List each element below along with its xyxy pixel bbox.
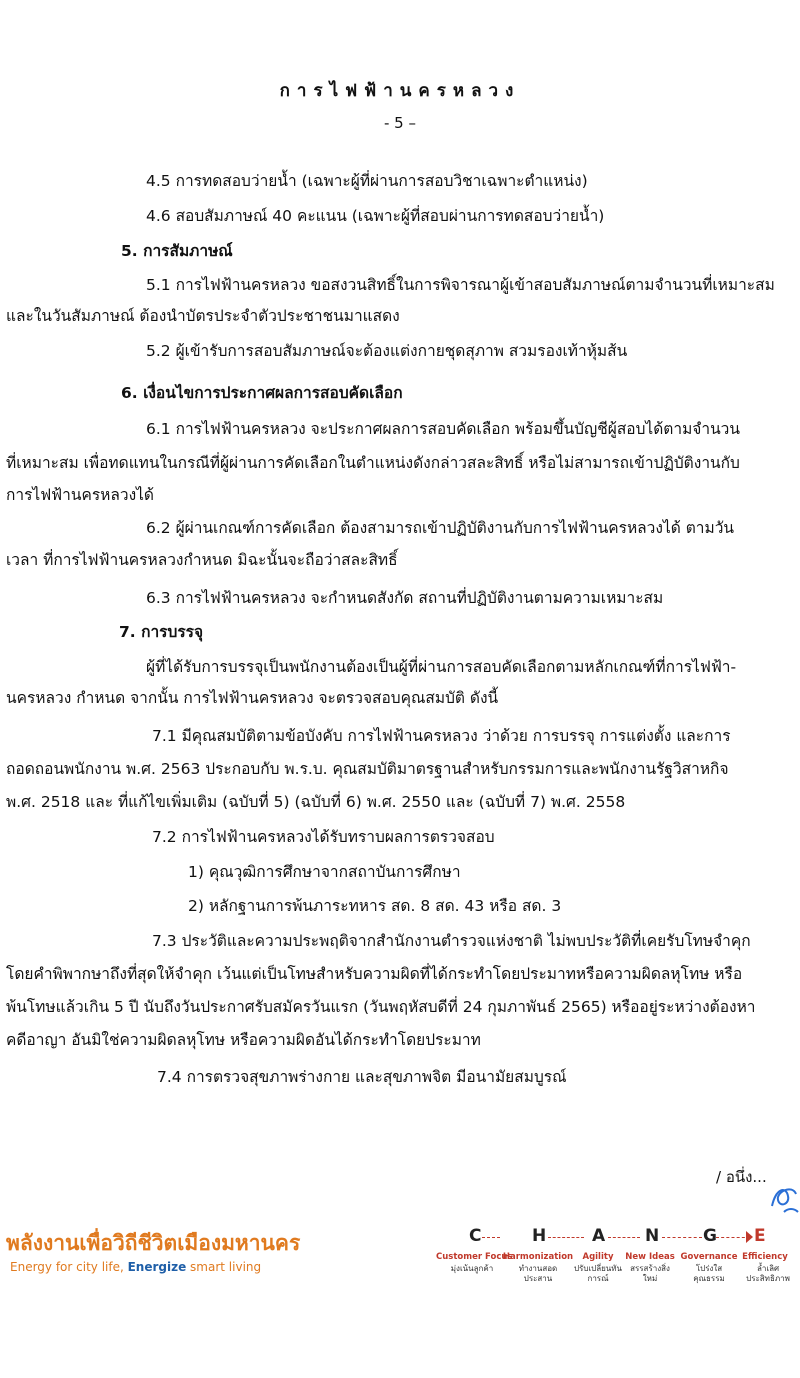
item-6-1-cont-2: การไฟฟ้านครหลวงได้ <box>6 486 154 504</box>
change-connector <box>716 1237 750 1238</box>
change-label-harmonization: Harmonization <box>502 1252 574 1262</box>
item-5-2: 5.2 ผู้เข้ารับการสอบสัมภาษณ์จะต้องแต่งกายชุดสุภาพ สวมรองเท้าหุ้มส้น <box>146 342 628 360</box>
change-letter-h: H <box>532 1226 547 1246</box>
change-label-new-ideas: New Ideas <box>625 1252 675 1262</box>
item-7-2-2: 2) หลักฐานการพ้นภาระทหาร สด. 8 สด. 43 หรือ สด. 3 <box>188 897 562 915</box>
item-5-1-cont: และในวันสัมภาษณ์ ต้องนำบัตรประจำตัวประชาชนมาแสดง <box>6 307 400 325</box>
item-6-1-cont-1: ที่เหมาะสม เพื่อทดแทนในกรณีที่ผู้ผ่านการคัดเลือกในตำแหน่งดังกล่าวสละสิทธิ์ หรือไม่สามารถเข้าปฏิบัติงานกับ <box>6 454 740 472</box>
item-7-1-cont-2: พ.ศ. 2518 และ ที่แก้ไขเพิ่มเติม (ฉบับที่ 5) (ฉบับที่ 6) พ.ศ. 2550 และ (ฉบับที่ 7) พ.ศ. 2558 <box>6 793 626 811</box>
change-thai-new-ideas: สรรสร้างสิ่งใหม่ <box>630 1264 670 1283</box>
change-thai-harmonization: ทำงานสอดประสาน <box>518 1264 558 1283</box>
change-letter-g: G <box>703 1226 717 1246</box>
item-4-6: 4.6 สอบสัมภาษณ์ 40 คะแนน (เฉพาะผู้ที่สอบผ่านการทดสอบว่ายน้ำ) <box>146 207 605 225</box>
change-label-efficiency: Efficiency <box>742 1252 788 1262</box>
item-7-1: 7.1 มีคุณสมบัติตามข้อบังคับ การไฟฟ้านครหลวง ว่าด้วย การบรรจุ การแต่งตั้ง และการ <box>152 727 731 745</box>
item-7-3-cont-1: โดยคำพิพากษาถึงที่สุดให้จำคุก เว้นแต่เป็นโทษสำหรับความผิดที่ได้กระทำโดยประมาทหรือความผิดลหุโทษ หรือ <box>6 965 743 983</box>
item-7-3-cont-2: พ้นโทษแล้วเกิน 5 ปี นับถึงวันประกาศรับสมัครวันแรก (วันพฤหัสบดีที่ 24 กุมภาพันธ์ 2565) หรืออยู่ระหว่างต้องหา <box>6 998 756 1016</box>
change-label-customer-focus: Customer Focus <box>436 1252 513 1262</box>
item-7-3: 7.3 ประวัติและความประพฤติจากสำนักงานตำรวจแห่งชาติ ไม่พบประวัติที่เคยรับโทษจำคุก <box>152 932 751 950</box>
item-7-2: 7.2 การไฟฟ้านครหลวงได้รับทราบผลการตรวจสอบ <box>152 828 495 846</box>
change-thai-efficiency: ล้ำเลิศประสิทธิภาพ <box>746 1264 790 1283</box>
change-letter-c: C <box>469 1226 482 1246</box>
item-6-2: 6.2 ผู้ผ่านเกณฑ์การคัดเลือก ต้องสามารถเข้าปฏิบัติงานกับการไฟฟ้านครหลวงได้ ตามวัน <box>146 519 735 537</box>
change-connector <box>548 1237 584 1238</box>
continue-note: / อนึ่ง... <box>716 1168 767 1186</box>
footer-slogan-english <box>10 1256 261 1278</box>
item-4-5: 4.5 การทดสอบว่ายน้ำ (เฉพาะผู้ที่ผ่านการสอบวิชาเฉพาะตำแหน่ง) <box>146 172 588 190</box>
section-7-heading: 7. การบรรจุ <box>119 623 204 641</box>
change-arrow-icon <box>746 1231 753 1243</box>
change-thai-governance: โปร่งใสคุณธรรม <box>693 1264 725 1283</box>
item-7-3-cont-3: คดีอาญา อันมิใช่ความผิดลหุโทษ หรือความผิดอันได้กระทำโดยประมาท <box>6 1031 481 1049</box>
change-connector <box>662 1237 702 1238</box>
item-7-1-cont-1: ถอดถอนพนักงาน พ.ศ. 2563 ประกอบกับ พ.ร.บ. คุณสมบัติมาตรฐานสำหรับกรรมการและพนักงานรัฐวิสาหกิจ <box>6 760 729 778</box>
slogan-en-part-1: Energy for city life, <box>10 1260 128 1274</box>
item-6-1: 6.1 การไฟฟ้านครหลวง จะประกาศผลการสอบคัดเลือก พร้อมขึ้นบัญชีผู้สอบได้ตามจำนวน <box>146 420 740 438</box>
section-7-intro-cont: นครหลวง กำหนด จากนั้น การไฟฟ้านครหลวง จะตรวจสอบคุณสมบัติ ดังนี้ <box>6 689 499 707</box>
item-5-1: 5.1 การไฟฟ้านครหลวง ขอสงวนสิทธิ์ในการพิจารณาผู้เข้าสอบสัมภาษณ์ตามจำนวนที่เหมาะสม <box>146 276 775 294</box>
change-letter-n: N <box>645 1226 660 1246</box>
change-thai-customer-focus: มุ่งเน้นลูกค้า <box>450 1264 494 1273</box>
section-5-heading: 5. การสัมภาษณ์ <box>121 242 233 260</box>
footer-slogan-thai: พลังงานเพื่อวิถีชีวิตเมืองมหานคร <box>6 1231 301 1255</box>
change-letter-e: E <box>754 1226 766 1246</box>
page-number: - 5 – <box>384 114 416 132</box>
change-label-agility: Agility <box>582 1252 614 1262</box>
change-letter-a: A <box>592 1226 606 1246</box>
section-6-heading: 6. เงื่อนไขการประกาศผลการสอบคัดเลือก <box>121 384 403 402</box>
item-7-2-1: 1) คุณวุฒิการศึกษาจากสถาบันการศึกษา <box>188 863 461 881</box>
change-label-governance: Governance <box>680 1252 738 1262</box>
change-thai-agility: ปรับเปลี่ยนทันการณ์ <box>573 1264 623 1283</box>
change-connector <box>608 1237 640 1238</box>
item-6-2-cont: เวลา ที่การไฟฟ้านครหลวงกำหนด มิฉะนั้นจะถือว่าสละสิทธิ์ <box>6 551 398 569</box>
item-6-3: 6.3 การไฟฟ้านครหลวง จะกำหนดสังกัด สถานที่ปฏิบัติงานตามความเหมาะสม <box>146 589 664 607</box>
item-7-4: 7.4 การตรวจสุขภาพร่างกาย และสุขภาพจิต มีอนามัยสมบูรณ์ <box>157 1068 567 1086</box>
change-connector <box>482 1237 500 1238</box>
section-7-intro: ผู้ที่ได้รับการบรรจุเป็นพนักงานต้องเป็นผู้ที่ผ่านการสอบคัดเลือกตามหลักเกณฑ์ที่การไฟฟ้า- <box>146 658 737 676</box>
slogan-en-part-3: smart living <box>186 1260 262 1274</box>
slogan-en-energize: Energize <box>127 1260 187 1274</box>
page-header-title: การไฟฟ้านครหลวง <box>279 81 521 101</box>
signature-mark <box>766 1178 800 1218</box>
